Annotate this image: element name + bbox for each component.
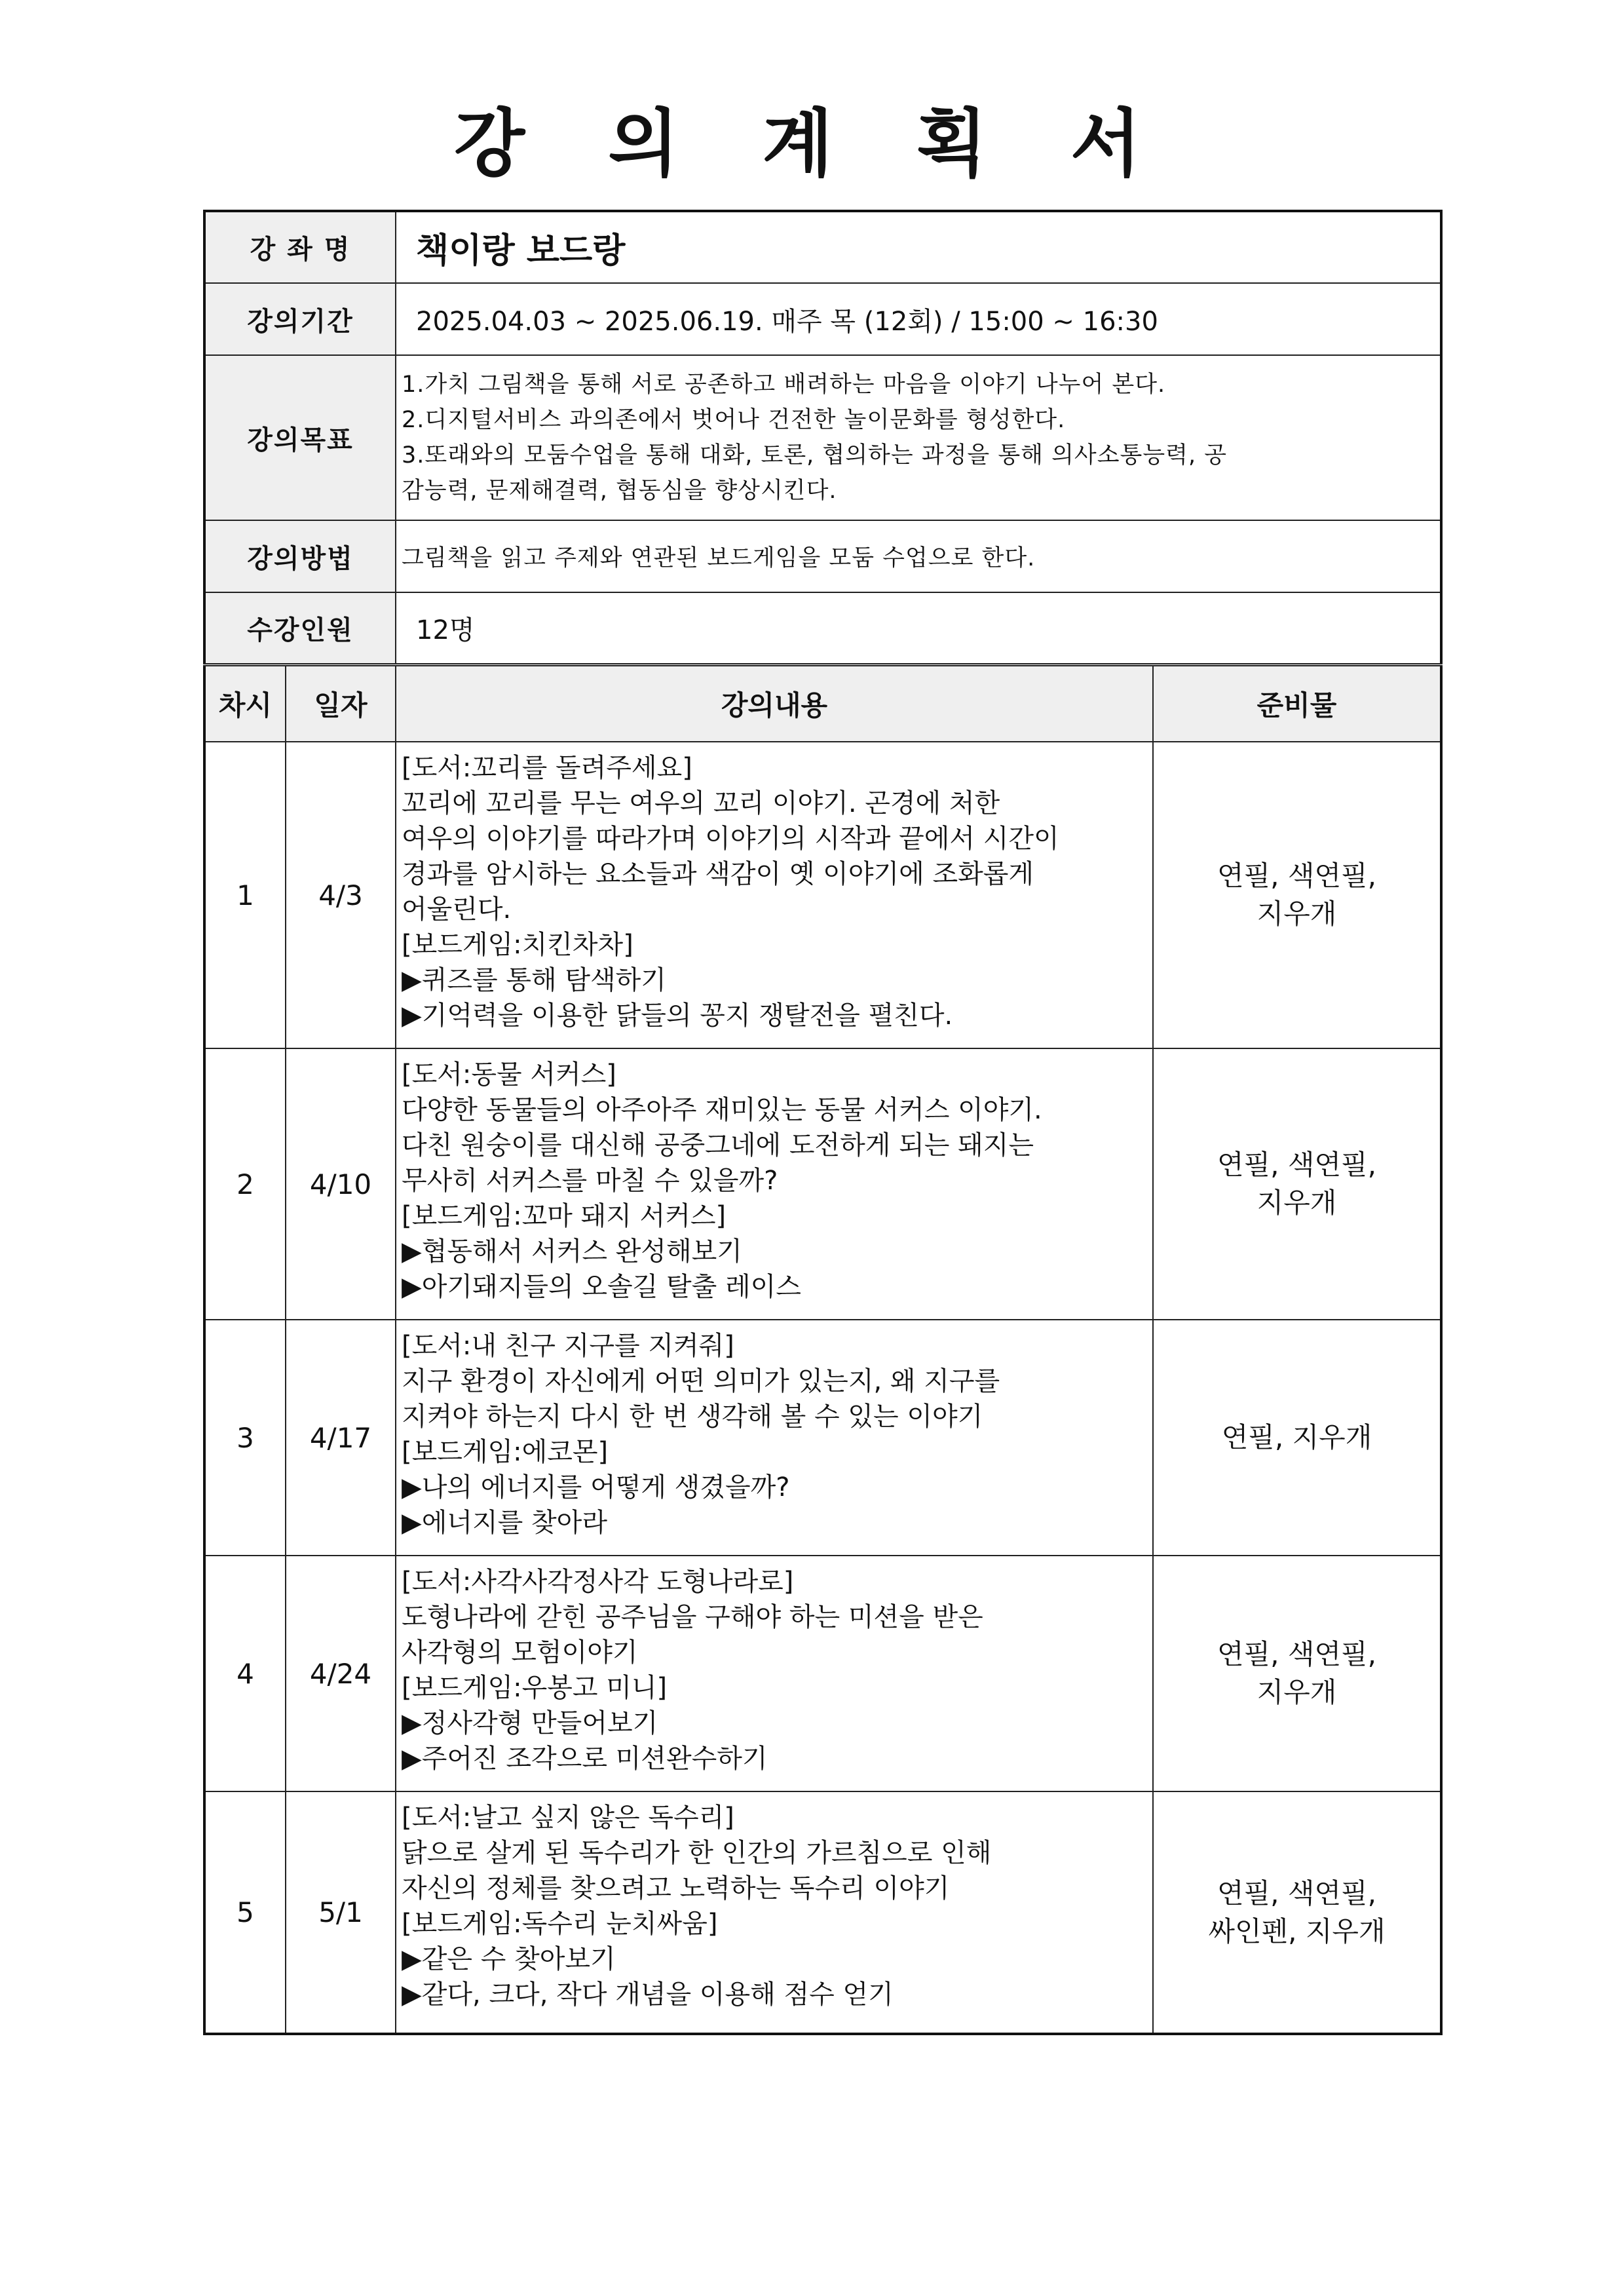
materials-line: 연필, 색연필, <box>1217 1149 1376 1181</box>
period-row <box>204 283 1441 355</box>
session-date: 4/3 <box>286 742 396 1048</box>
content-line: [도서:동물 서커스] <box>402 1060 616 1090</box>
session-number: 3 <box>204 1320 286 1556</box>
course-row <box>204 211 1441 283</box>
content-line: ▶기억력을 이용한 닭들의 꽁지 쟁탈전을 펼친다. <box>402 1001 953 1031</box>
session-number: 4 <box>204 1556 286 1791</box>
session-materials <box>1153 1556 1441 1791</box>
header-materials: 준비물 <box>1153 664 1441 742</box>
content-line: ▶협동해서 서커스 완성해보기 <box>402 1236 742 1267</box>
content-line: ▶같은 수 찾아보기 <box>402 1944 616 1974</box>
header-date: 일자 <box>286 664 396 742</box>
session-row <box>204 742 1441 1048</box>
period-label: 강의기간 <box>204 283 396 355</box>
content-line: [도서:꼬리를 돌려주세요] <box>402 753 692 783</box>
content-line: ▶에너지를 찾아라 <box>402 1508 607 1538</box>
goal-row <box>204 355 1441 520</box>
schedule-header-row <box>204 664 1441 742</box>
content-line: ▶퀴즈를 통해 탐색하기 <box>402 965 666 995</box>
goal-line: 감능력, 문제해결력, 협동심을 향상시킨다. <box>402 478 837 504</box>
materials-line: 지우개 <box>1256 898 1337 930</box>
session-date: 4/10 <box>286 1048 396 1320</box>
session-date: 4/24 <box>286 1556 396 1791</box>
materials-line: 연필, 색연필, <box>1217 1877 1376 1909</box>
materials-line: 지우개 <box>1256 1187 1337 1219</box>
session-content <box>396 1048 1153 1320</box>
course-label: 강 좌 명 <box>204 211 396 283</box>
header-session: 차시 <box>204 664 286 742</box>
method-label: 강의방법 <box>204 520 396 592</box>
session-content <box>396 1320 1153 1556</box>
content-line: 여우의 이야기를 따라가며 이야기의 시작과 끝에서 시간이 <box>402 824 1059 854</box>
goal-line: 3.또래와의 모둠수업을 통해 대화, 토론, 협의하는 과정을 통해 의사소통능력, 공 <box>402 442 1228 469</box>
session-content <box>396 1791 1153 2034</box>
period-value: 2025.04.03 ~ 2025.06.19. 매주 목 (12회) / 15:00 ~ 16:30 <box>396 283 1441 355</box>
content-line: 사각형의 모험이야기 <box>402 1637 638 1668</box>
session-materials <box>1153 1791 1441 2034</box>
header-content: 강의내용 <box>396 664 1153 742</box>
content-line: [보드게임:독수리 눈치싸움] <box>402 1909 718 1939</box>
session-materials <box>1153 742 1441 1048</box>
content-line: ▶아기돼지들의 오솔길 탈출 레이스 <box>402 1272 801 1302</box>
content-line: 꼬리에 꼬리를 무는 여우의 꼬리 이야기. 곤경에 처한 <box>402 788 1000 818</box>
method-value: 그림책을 읽고 주제와 연관된 보드게임을 모둠 수업으로 한다. <box>396 520 1441 592</box>
content-line: 자신의 정체를 찾으려고 노력하는 독수리 이야기 <box>402 1873 950 1904</box>
session-date: 5/1 <box>286 1791 396 2034</box>
session-date: 4/17 <box>286 1320 396 1556</box>
session-number: 2 <box>204 1048 286 1320</box>
students-row <box>204 592 1441 664</box>
session-number: 5 <box>204 1791 286 2034</box>
session-row <box>204 1556 1441 1791</box>
content-line: [보드게임:에코몬] <box>402 1437 609 1467</box>
materials-line: 싸인펜, 지우개 <box>1208 1915 1386 1947</box>
content-line: [도서:날고 싶지 않은 독수리] <box>402 1803 734 1833</box>
materials-line: 연필, 색연필, <box>1217 860 1376 892</box>
session-content <box>396 1556 1153 1791</box>
content-line: 닭으로 살게 된 독수리가 한 인간의 가르침으로 인해 <box>402 1838 992 1868</box>
content-line: 도형나라에 갇힌 공주님을 구해야 하는 미션을 받은 <box>402 1602 983 1632</box>
session-materials <box>1153 1320 1441 1556</box>
content-line: 다친 원숭이를 대신해 공중그네에 도전하게 되는 돼지는 <box>402 1130 1034 1160</box>
goal-value <box>396 355 1441 520</box>
content-line: [도서:내 친구 지구를 지켜줘] <box>402 1331 734 1361</box>
materials-line: 지우개 <box>1256 1676 1337 1708</box>
session-number: 1 <box>204 742 286 1048</box>
method-row <box>204 520 1441 592</box>
content-line: 무사히 서커스를 마칠 수 있을까? <box>402 1166 778 1196</box>
course-value: 책이랑 보드랑 <box>396 211 1441 283</box>
lecture-plan-table <box>203 210 1443 2035</box>
students-value: 12명 <box>396 592 1441 664</box>
content-line: 다양한 동물들의 아주아주 재미있는 동물 서커스 이야기. <box>402 1095 1042 1125</box>
content-line: ▶나의 에너지를 어떻게 생겼을까? <box>402 1472 790 1502</box>
goal-line: 1.가치 그림책을 통해 서로 공존하고 배려하는 마음을 이야기 나누어 본다. <box>402 372 1166 398</box>
content-line: [보드게임:꼬마 돼지 서커스] <box>402 1201 727 1231</box>
session-row <box>204 1320 1441 1556</box>
goal-line: 2.디지털서비스 과의존에서 벗어나 건전한 놀이문화를 형성한다. <box>402 407 1066 433</box>
content-line: [보드게임:치킨차차] <box>402 930 633 960</box>
session-materials <box>1153 1048 1441 1320</box>
content-line: ▶같다, 크다, 작다 개념을 이용해 점수 얻기 <box>402 1980 894 2010</box>
content-line: [도서:사각사각정사각 도형나라로] <box>402 1567 794 1597</box>
session-row <box>204 1791 1441 2034</box>
content-line: ▶정사각형 만들어보기 <box>402 1708 658 1738</box>
materials-line: 연필, 지우개 <box>1221 1421 1372 1453</box>
goal-label: 강의목표 <box>204 355 396 520</box>
students-label: 수강인원 <box>204 592 396 664</box>
content-line: 경과를 암시하는 요소들과 색감이 옛 이야기에 조화롭게 <box>402 859 1034 889</box>
page-title: 강 의 계 획 서 <box>454 102 1170 187</box>
content-line: 지구 환경이 자신에게 어떤 의미가 있는지, 왜 지구를 <box>402 1366 1000 1396</box>
content-line: ▶주어진 조각으로 미션완수하기 <box>402 1744 768 1774</box>
materials-line: 연필, 색연필, <box>1217 1638 1376 1670</box>
content-line: 어울린다. <box>402 894 512 925</box>
content-line: [보드게임:우봉고 미니] <box>402 1673 668 1703</box>
content-line: 지켜야 하는지 다시 한 번 생각해 볼 수 있는 이야기 <box>402 1402 983 1432</box>
session-row <box>204 1048 1441 1320</box>
session-content <box>396 742 1153 1048</box>
